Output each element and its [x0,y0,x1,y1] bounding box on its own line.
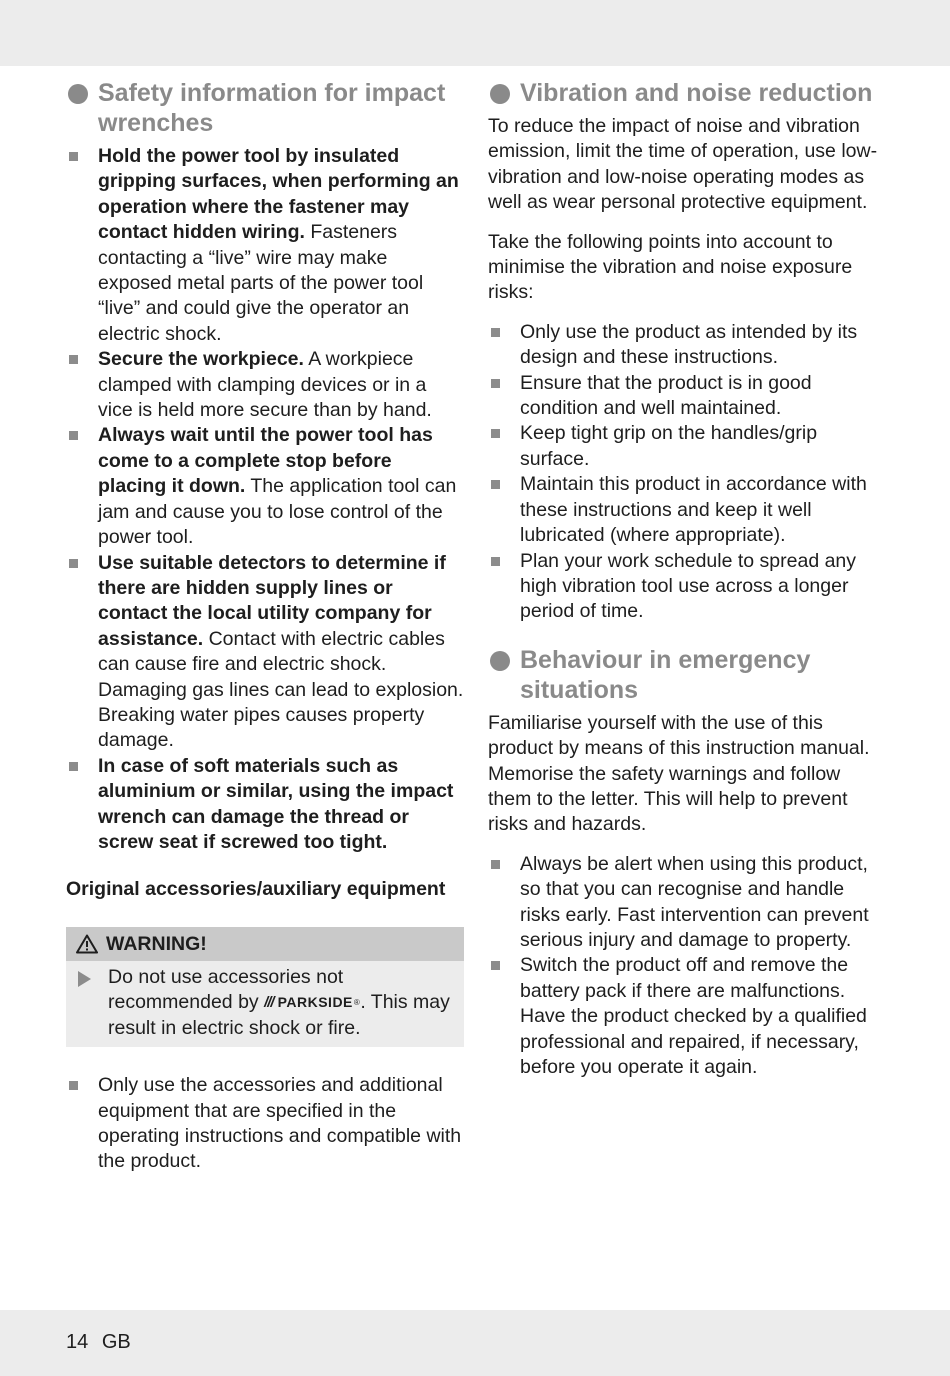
right-column [488,78,888,1080]
list-item: Ensure that the product is in good condition and well maintained. [488,371,888,422]
square-bullet-icon [69,762,78,771]
parkside-logo: /// PARKSIDE ® [264,994,361,1012]
safety-list [66,144,464,855]
warning-triangle-icon [76,934,98,954]
square-bullet-icon [491,429,500,438]
list-item: Secure the workpiece. A workpiece clamped with clamping devices or in a vice is held more secure than by hand. [66,347,464,423]
paragraph: To reduce the impact of noise and vibration emission, limit the time of operation, use low-vibration and low-noise operating modes as well as wear personal protective equipment. [488,115,878,214]
page-number: 14 [66,1331,89,1353]
section-heading-safety: Safety information for impact wrenches [66,78,464,138]
section-heading-vibration: Vibration and noise reduction [488,78,888,108]
vibration-list [488,320,888,625]
top-band [0,0,950,66]
paragraph: Take the following points into account to minimise the vibration and noise exposure risks: [488,230,853,304]
list-item: Maintain this product in accordance with these instructions and keep it well lubricated (where appropriate). [488,472,888,548]
arrow-right-icon [78,971,91,987]
square-bullet-icon [491,961,500,970]
square-bullet-icon [491,860,500,869]
bullet-circle-icon [490,651,510,671]
square-bullet-icon [69,355,78,364]
list-item: Hold the power tool by insulated gripping surfaces, when performing an operation where the fastener may contact hidden wiring. Fasteners contacting a “live” wire may make exposed metal parts of the power tool “live” and could give the operator an electric shock. [66,144,464,347]
list-item: Switch the product off and remove the battery pack if there are malfunctions. Have the product checked by a qualified professional and repaired, if necessary, before you operate it again. [488,953,888,1080]
list-item: Only use the accessories and additional equipment that are specified in the operating instructions and compatible with the product. [66,1073,464,1175]
square-bullet-icon [69,431,78,440]
list-item: Always be alert when using this product, so that you can recognise and handle risks early. Fast intervention can prevent serious injury and damage to property. [488,852,888,954]
square-bullet-icon [69,152,78,161]
square-bullet-icon [491,480,500,489]
subheading-accessories: Original accessories/auxiliary equipment [66,878,446,901]
bullet-circle-icon [490,84,510,104]
list-item: Always wait until the power tool has come to a complete stop before placing it down. The application tool can jam and cause you to lose control of the power tool. [66,423,464,550]
square-bullet-icon [491,328,500,337]
bullet-circle-icon [68,84,88,104]
section-heading-emergency: Behaviour in emergency situations [488,645,888,705]
square-bullet-icon [491,557,500,566]
left-column [66,78,464,1175]
warning-box [66,927,464,1047]
accessories-list [66,1073,464,1175]
page-footer [66,1331,139,1354]
list-item: Only use the product as intended by its design and these instructions. [488,320,888,371]
square-bullet-icon [491,379,500,388]
list-item: Use suitable detectors to determine if there are hidden supply lines or contact the local utility company for assistance. Contact with electric cables can cause fire and electric shock. Damaging gas lines can lead to explosion. Breaking water pipes causes property damage. [66,551,464,754]
paragraph: Familiarise yourself with the use of this product by means of this instruction manual. Memorise the safety warnings and follow them to the letter. This will help to prevent risks and hazards. [488,711,870,836]
emergency-list [488,852,888,1081]
language-code: GB [101,1331,131,1353]
bottom-band [0,1310,950,1376]
list-item: In case of soft materials such as aluminium or similar, using the impact wrench can damage the thread or screw seat if screwed too tight. [66,754,464,856]
warning-text: Do not use accessories not recommended by /// PARKSIDE ® . This may result in electric shock or fire. [66,961,464,1047]
square-bullet-icon [69,559,78,568]
list-item: Keep tight grip on the handles/grip surface. [488,421,888,472]
square-bullet-icon [69,1081,78,1090]
list-item: Plan your work schedule to spread any high vibration tool use across a longer period of time. [488,549,888,625]
warning-header: WARNING! [66,927,464,961]
